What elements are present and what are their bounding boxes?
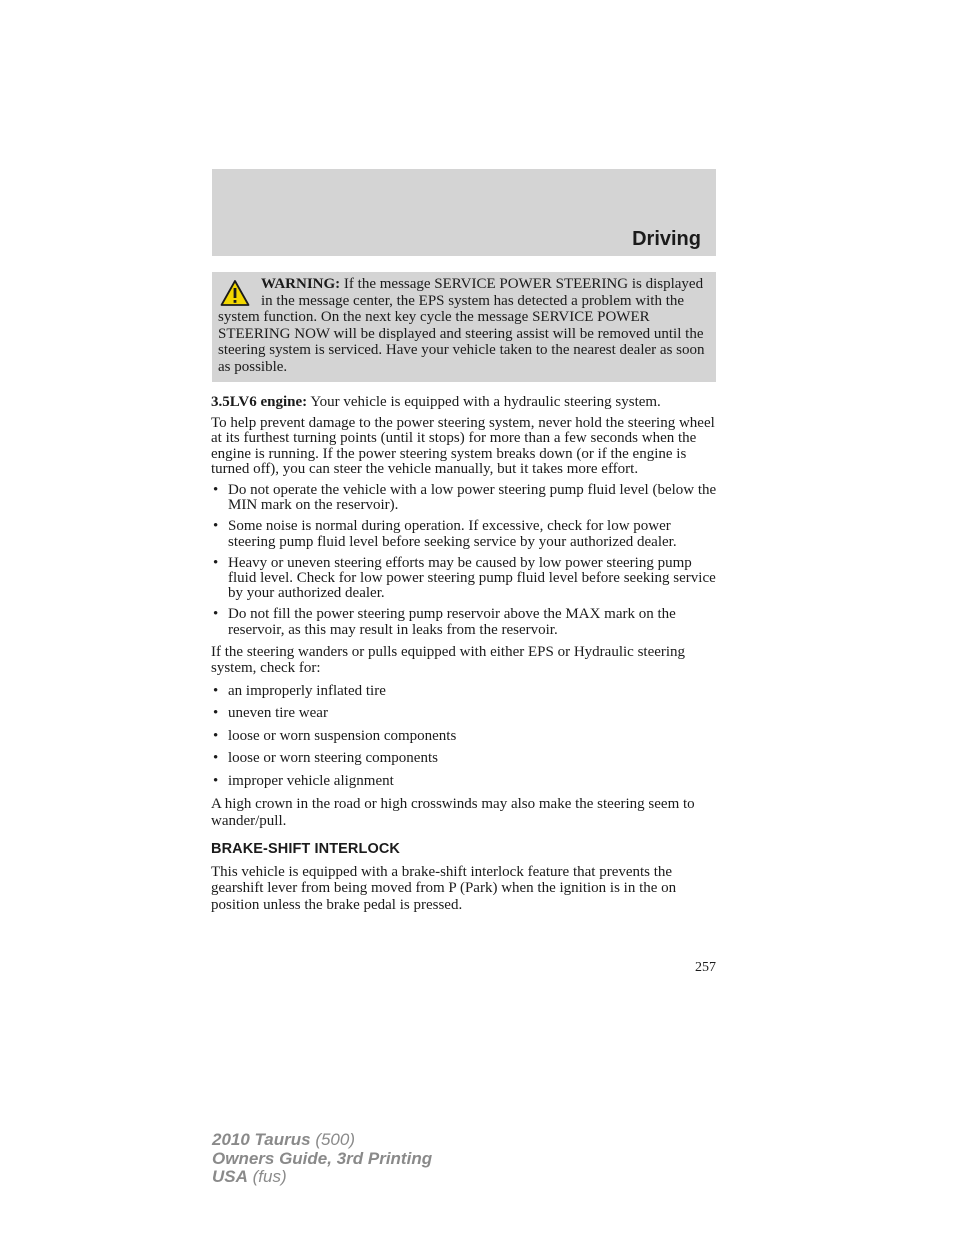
list-item: • improper vehicle alignment (211, 774, 717, 789)
warning-label: WARNING: (261, 276, 341, 292)
list-item: • Heavy or uneven steering efforts may be caused by low power steering pump fluid level. Check for low power steering pump fluid level before seeking service by your authorized dealer. (211, 556, 717, 602)
brake-shift-paragraph: This vehicle is equipped with a brake-shift interlock feature that prevents the gearshift lever from being moved from P (Park) when the ignition is in the on position unless the brake pedal is pressed. (211, 863, 677, 913)
warning-message: If the message SERVICE POWER STEERING is displayed in the message center, the EPS system has detected a problem with the system function. On the next key cycle the message SERVICE POWER STEERING NOW will be displayed and steering assist will be removed until the steering system is serviced. Have your vehicle taken to the nearest dealer as soon as possible. (218, 276, 705, 375)
footer-model-code: (500) (310, 1130, 356, 1149)
list-item: • uneven tire wear (211, 706, 717, 721)
fluid-bullet-list (211, 483, 717, 638)
page-number: 257 (695, 960, 716, 975)
footer-market-code: (fus) (247, 1167, 287, 1186)
engine-note (211, 395, 717, 410)
footer-imprint (212, 1131, 432, 1187)
engine-note-label: 3.5LV6 engine: (211, 394, 308, 410)
footer-guide-edition: Owners Guide, 3rd Printing (212, 1148, 433, 1168)
brake-shift-heading: BRAKE-SHIFT INTERLOCK (211, 841, 400, 858)
paragraph-crown: A high crown in the road or high crosswinds may also make the steering seem to wander/pull. (211, 796, 695, 829)
list-item: • loose or worn suspension components (211, 729, 717, 744)
warning-box (212, 272, 716, 382)
section-header-band (212, 169, 716, 256)
list-item: • Do not operate the vehicle with a low power steering pump fluid level (below the MIN mark on the reservoir). (211, 483, 717, 513)
list-item: • Do not fill the power steering pump reservoir above the MAX mark on the reservoir, as this may result in leaks from the reservoir. (211, 607, 717, 637)
main-content (211, 395, 717, 913)
footer-market: USA (212, 1167, 248, 1186)
footer-model: 2010 Taurus (212, 1130, 311, 1149)
engine-note-text: Your vehicle is equipped with a hydraulic steering system. (307, 394, 661, 410)
section-title: Driving (632, 228, 701, 250)
list-item: • an improperly inflated tire (211, 684, 717, 699)
list-item: • loose or worn steering components (211, 751, 717, 766)
paragraph-wander: If the steering wanders or pulls equipped with either EPS or Hydraulic steering system, check for: (211, 643, 686, 677)
paragraph-prevent-damage: To help prevent damage to the power steering system, never hold the steering wheel at its furthest turning points (until it stops) for more than a few seconds when the engine is running. If the power steering system breaks down (or if the engine is turned off), you can steer the vehicle manually, but it takes more effort. (211, 415, 715, 477)
warning-text (218, 276, 708, 375)
list-item: • Some noise is normal during operation. If excessive, check for low power steering pump fluid level before seeking service by your authorized dealer. (211, 519, 717, 549)
check-bullet-list (211, 684, 717, 789)
